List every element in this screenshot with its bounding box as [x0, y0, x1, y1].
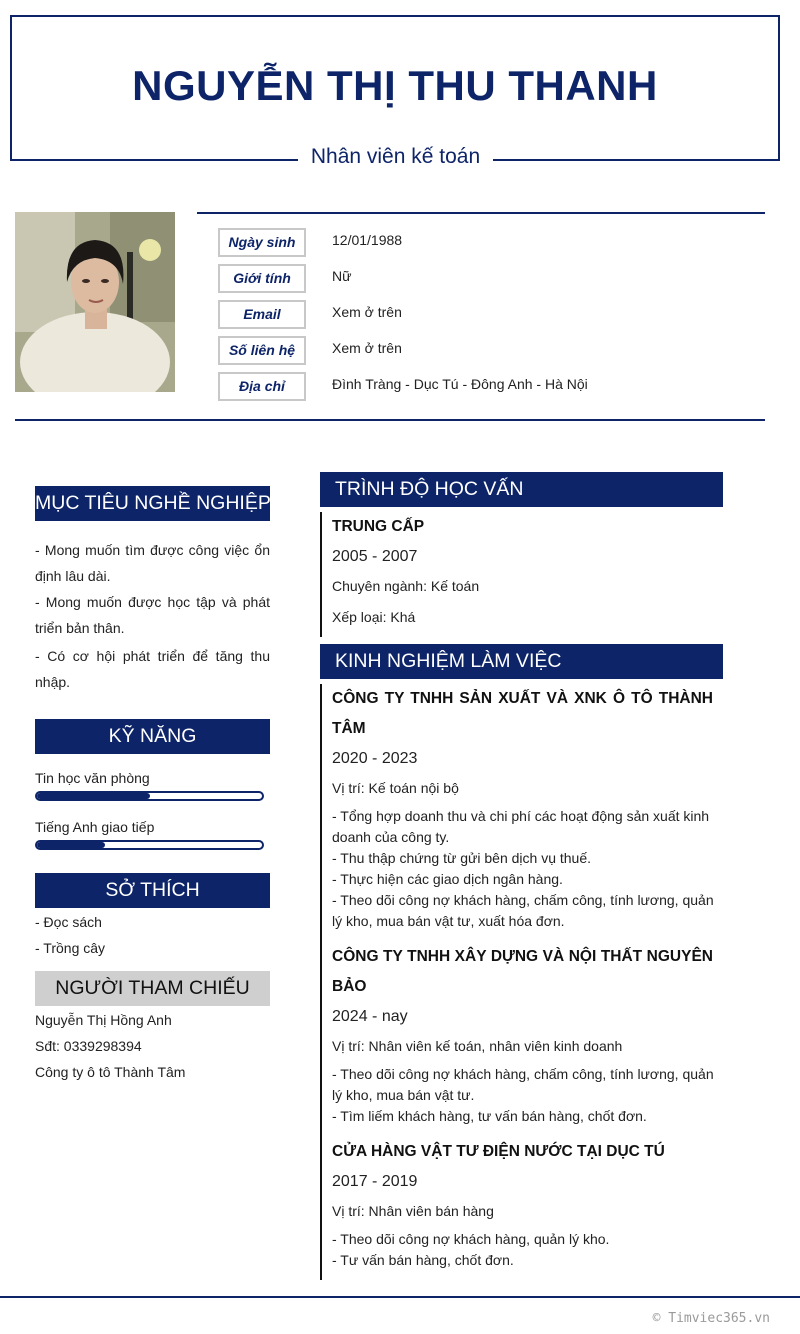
- objective-line: - Mong muốn được học tập và phát triển bản thân.: [35, 594, 270, 636]
- job-task: - Theo dõi công nợ khách hàng, chấm công, tính lương, quản: [332, 1066, 714, 1082]
- candidate-name: NGUYỄN THỊ THU THANH: [132, 62, 658, 109]
- profile-photo: [15, 212, 175, 392]
- job-period: 2020 - 2023: [332, 750, 418, 767]
- info-value: 12/01/1988: [332, 232, 403, 248]
- info-label: Ngày sinh: [218, 228, 306, 257]
- education-level: TRUNG CẤP: [332, 518, 425, 535]
- header-rule-left: [10, 159, 298, 161]
- education-grade: Xếp loại: Khá: [332, 609, 416, 625]
- hobby-item: - Đọc sách: [35, 914, 102, 930]
- info-rule-top: [197, 212, 765, 214]
- job-task: - Thực hiện các giao dịch ngân hàng.: [332, 871, 563, 887]
- job-task: - Theo dõi công nợ khách hàng, chấm công, tính lương, quản: [332, 892, 714, 908]
- portrait-image: [15, 212, 175, 392]
- skill-bar-fill: [37, 793, 150, 799]
- experience-heading: KINH NGHIỆM LÀM VIỆC: [320, 644, 723, 679]
- header-rule-right: [493, 159, 780, 161]
- job-company: CÔNG TY TNHH XÂY DỰNG VÀ NỘI THẤT NGUYÊN: [332, 948, 713, 965]
- job-task: lý kho, mua bán vật tư, xuất hóa đơn.: [332, 913, 565, 929]
- info-row-address: [218, 372, 778, 401]
- objective-line: - Có cơ hội phát triển để tăng thu nhập.: [35, 648, 270, 690]
- reference-line: Sđt: 0339298394: [35, 1038, 142, 1054]
- info-row-birthdate: [218, 228, 778, 257]
- reference-line: Công ty ô tô Thành Tâm: [35, 1064, 186, 1080]
- reference-heading: NGƯỜI THAM CHIẾU: [35, 971, 270, 1006]
- info-value: Xem ở trên: [332, 340, 402, 356]
- job-company: CÔNG TY TNHH SẢN XUẤT VÀ XNK Ô TÔ THÀNH: [332, 690, 713, 707]
- skill-bar-fill: [37, 842, 105, 848]
- hobbies-heading: SỞ THÍCH: [35, 873, 270, 908]
- job-company-cont: TÂM: [332, 720, 366, 737]
- info-value: Đình Tràng - Dục Tú - Đông Anh - Hà Nội: [332, 376, 588, 392]
- info-label: Số liên hệ: [218, 336, 306, 365]
- job-position: Vị trí: Nhân viên bán hàng: [332, 1203, 494, 1219]
- job-task: - Theo dõi công nợ khách hàng, quản lý kho.: [332, 1231, 610, 1247]
- objective-heading: MỤC TIÊU NGHỀ NGHIỆP: [35, 486, 270, 521]
- reference-line: Nguyễn Thị Hồng Anh: [35, 1012, 172, 1028]
- education-period: 2005 - 2007: [332, 548, 418, 565]
- info-row-email: [218, 300, 778, 329]
- footer-watermark: © Timviec365.vn: [652, 1311, 770, 1326]
- job-period: 2024 - nay: [332, 1008, 408, 1025]
- job-position: Vị trí: Nhân viên kế toán, nhân viên kinh doanh: [332, 1038, 623, 1054]
- info-label: Giới tính: [218, 264, 306, 293]
- education-heading: TRÌNH ĐỘ HỌC VẤN: [320, 472, 723, 507]
- education-timeline: [320, 512, 322, 637]
- job-company: CỬA HÀNG VẬT TƯ ĐIỆN NƯỚC TẠI DỤC TÚ: [332, 1143, 665, 1160]
- job-company-cont: BẢO: [332, 978, 367, 995]
- skills-heading: KỸ NĂNG: [35, 719, 270, 754]
- hobby-item: - Trồng cây: [35, 940, 106, 956]
- skill-bar-office: [35, 791, 264, 801]
- job-position: Vị trí: Kế toán nội bộ: [332, 780, 459, 796]
- info-value: Xem ở trên: [332, 304, 402, 320]
- job-task: - Thu thập chứng từ gửi bên dịch vụ thuế.: [332, 850, 592, 866]
- job-task: doanh của công ty.: [332, 829, 450, 845]
- footer-rule: [0, 1296, 800, 1298]
- skill-name: Tin học văn phòng: [35, 770, 150, 786]
- info-row-phone: [218, 336, 778, 365]
- info-row-gender: [218, 264, 778, 293]
- info-label: Email: [218, 300, 306, 329]
- objective-line: - Mong muốn tìm được công việc ổn định lâu dài.: [35, 542, 270, 584]
- job-task: lý kho, mua bán vật tư.: [332, 1087, 475, 1103]
- experience-timeline: [320, 684, 322, 1280]
- job-task: - Tìm liếm khách hàng, tư vấn bán hàng, chốt đơn.: [332, 1108, 647, 1124]
- job-task: - Tổng hợp doanh thu và chi phí các hoạt động sản xuất kinh: [332, 808, 710, 824]
- job-title: Nhân viên kế toán: [310, 145, 481, 168]
- job-period: 2017 - 2019: [332, 1173, 418, 1190]
- skill-bar-english: [35, 840, 264, 850]
- info-value: Nữ: [332, 268, 352, 284]
- info-label: Địa chỉ: [218, 372, 306, 401]
- skill-name: Tiếng Anh giao tiếp: [35, 819, 155, 835]
- education-major: Chuyên ngành: Kế toán: [332, 578, 480, 594]
- info-rule-bottom: [15, 419, 765, 421]
- job-task: - Tư vấn bán hàng, chốt đơn.: [332, 1252, 514, 1268]
